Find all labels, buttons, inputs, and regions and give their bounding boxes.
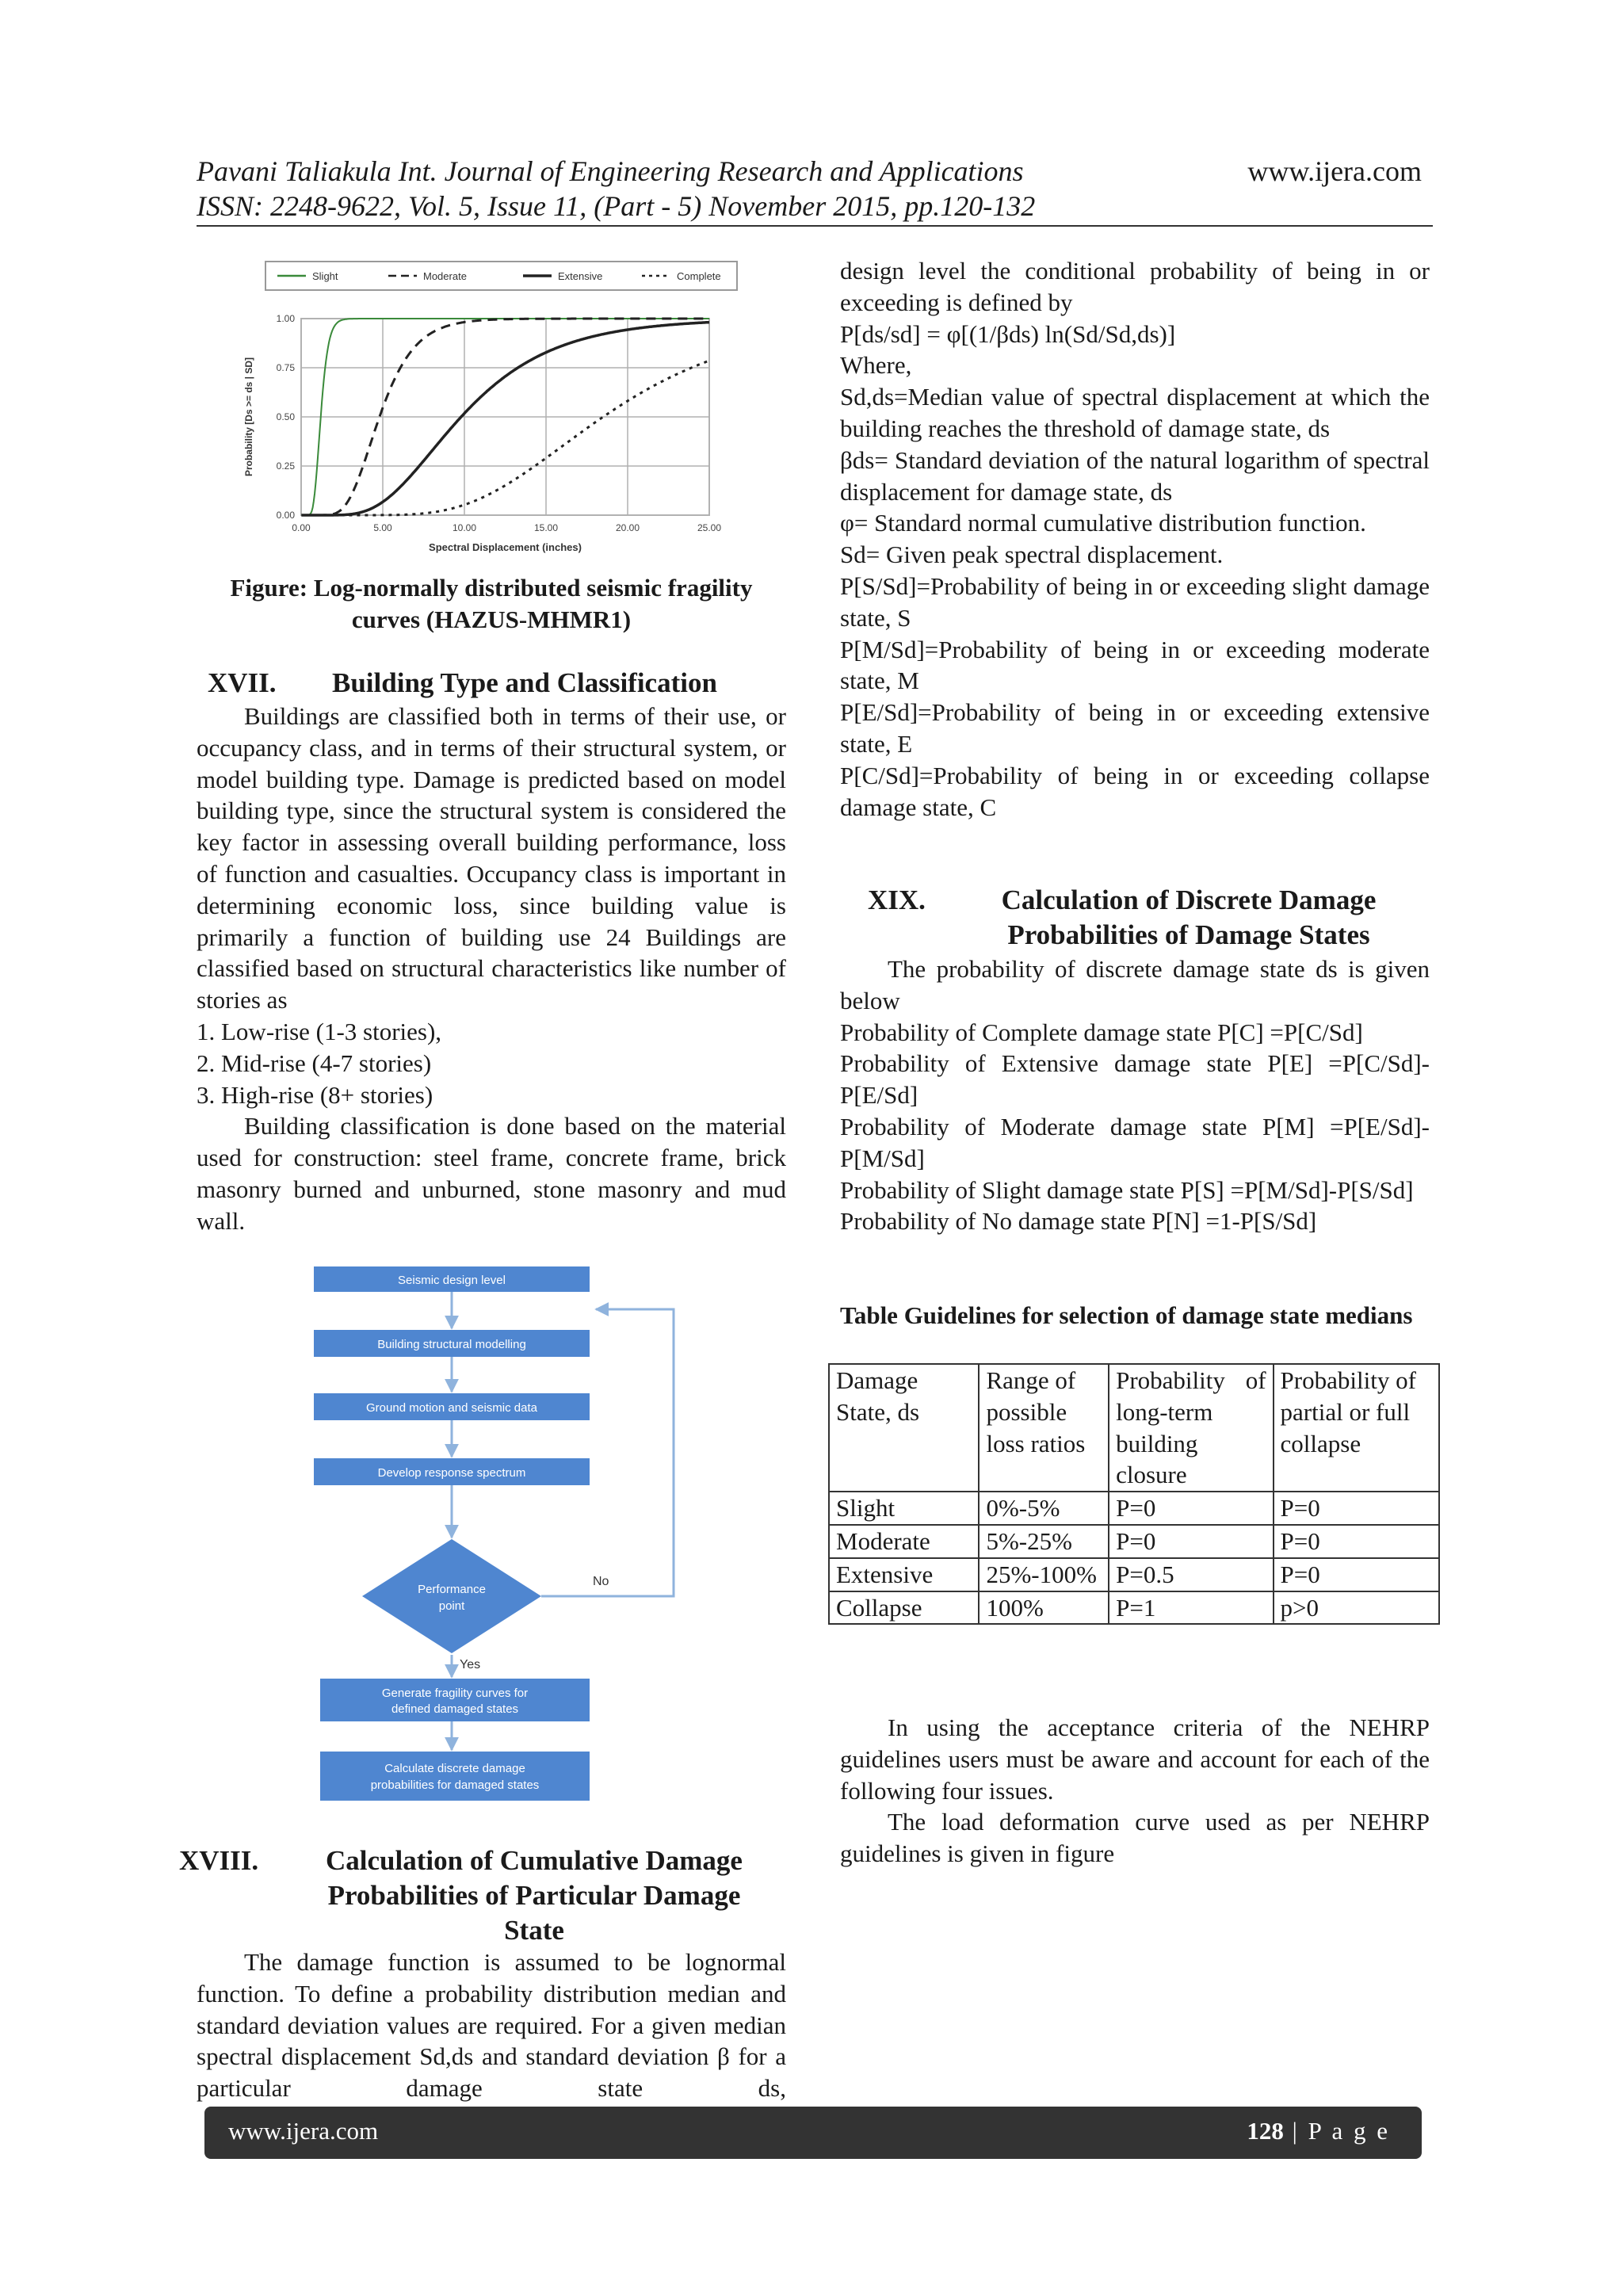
decision-label-line2: point: [438, 1599, 465, 1613]
table-header-row: [829, 1364, 1439, 1492]
running-header-line2: ISSN: 2248-9622, Vol. 5, Issue 11, (Part - 5) November 2015, pp.120-132: [197, 190, 1036, 222]
figure-caption-line2: curves (HAZUS-MHMR1): [351, 606, 632, 633]
x-axis-label: Spectral Displacement (inches): [429, 541, 582, 553]
equation-moderate: Probability of Moderate damage state P[M] =P[E/Sd]-P[M/Sd]: [840, 1112, 1430, 1172]
damage-state-table: [828, 1363, 1440, 1625]
table-cell: Moderate: [829, 1525, 979, 1558]
y-tick-label: 0.50: [276, 411, 295, 422]
footer-page-number: [1247, 2117, 1390, 2145]
definition-phi: φ= Standard normal cumulative distribution function.: [840, 509, 1366, 537]
damage-probability-equation: P[ds/sd] = φ[(1/βds) ln(Sd/Sd,ds)]: [840, 319, 1176, 348]
table-cell: P=0: [1274, 1558, 1439, 1591]
y-tick-label: 0.25: [276, 460, 295, 472]
equation-slight: Probability of Slight damage state P[S] =P[M/Sd]-P[S/Sd]: [840, 1175, 1414, 1204]
table-cell: Slight: [829, 1492, 979, 1525]
equation-no-damage: Probability of No damage state P[N] =1-P[S/Sd]: [840, 1207, 1317, 1236]
section-18-heading: [179, 1843, 786, 1948]
table-cell: 100%: [979, 1591, 1109, 1625]
flow-box-label-line1: Generate fragility curves for: [381, 1687, 529, 1700]
flow-box-label: Seismic design level: [398, 1274, 506, 1287]
running-header-line1: Pavani Taliakula Int. Journal of Engineering Research and Applications: [197, 155, 1024, 187]
methodology-flowchart: [301, 1260, 697, 1815]
table-cell: P=0: [1274, 1525, 1439, 1558]
list-item-high-rise: 3. High-rise (8+ stories): [197, 1080, 433, 1109]
where-label: Where,: [840, 351, 912, 380]
table-header-cell: Probability of long-term building closure: [1109, 1364, 1273, 1492]
legend-label: Slight: [312, 270, 338, 282]
y-tick-label: 0.75: [276, 362, 295, 373]
section-17-title: Building Type and Classification: [332, 667, 717, 698]
table-cell: Collapse: [829, 1591, 979, 1625]
figure-caption-line1: Figure: Log-normally distributed seismic fragility: [230, 574, 753, 602]
figure-caption: [197, 572, 786, 636]
right-column-definitions: [840, 255, 1430, 823]
page-label: | P a g e: [1283, 2117, 1390, 2145]
header-rule: [197, 225, 1433, 227]
section-17-body: [197, 701, 786, 1237]
x-tick-label: 5.00: [373, 522, 392, 533]
decision-label-line1: Performance: [418, 1583, 486, 1596]
table-caption: Table Guidelines for selection of damage state medians: [840, 1301, 1413, 1329]
section-19-heading: [868, 883, 1430, 953]
table-header-cell: Range of possible loss ratios: [979, 1364, 1109, 1492]
closing-paragraph-2: The load deformation curve used as per NEHRP guidelines is given in figure: [840, 1808, 1430, 1868]
page-number: 128: [1247, 2117, 1284, 2145]
section-18-title-line1: Calculation of Cumulative Damage: [326, 1845, 743, 1876]
y-axis-label: Probability [Ds >= ds | SD]: [243, 357, 254, 477]
definition-sd: Sd= Given peak spectral displacement.: [840, 541, 1224, 569]
x-tick-label: 10.00: [452, 522, 477, 533]
definition-median-sd: Sd,ds=Median value of spectral displacement at which the building reaches the threshold of damage state, ds: [840, 383, 1430, 442]
closing-text: [840, 1712, 1430, 1870]
flow-box-label-line2: probabilities for damaged states: [370, 1778, 540, 1792]
flow-yes-label: Yes: [460, 1658, 481, 1671]
footer-website[interactable]: www.ijera.com: [228, 2117, 379, 2145]
table-cell: P=1: [1109, 1591, 1273, 1625]
table-cell: P=0: [1109, 1525, 1273, 1558]
table-cell: P=0: [1109, 1492, 1273, 1525]
right-text-1: design level the conditional probability of being in or exceeding is defined by: [840, 257, 1430, 316]
flow-box-discrete-damage: [320, 1752, 590, 1801]
table-row: [829, 1591, 1439, 1625]
table-header-cell: Probability of partial or full collapse: [1274, 1364, 1439, 1492]
flow-no-label: No: [593, 1575, 609, 1588]
flow-box-label: Develop response spectrum: [377, 1466, 526, 1480]
table-cell: 25%-100%: [979, 1558, 1109, 1591]
legend-label: Complete: [677, 270, 721, 282]
table-row: [829, 1492, 1439, 1525]
section-17-paragraph-2: Building classification is done based on the material used for construction: steel frame, concrete frame, brick masonry burned and unburned, stone masonry and mud wall.: [197, 1112, 786, 1235]
y-tick-label: 1.00: [276, 313, 295, 324]
section-19-body: [840, 953, 1430, 1237]
section-18-body: [197, 1946, 786, 2104]
flow-box-response-spectrum: [314, 1458, 590, 1485]
section-18-title-line3: State: [504, 1915, 564, 1946]
section-18-paragraph-1: The damage function is assumed to be lognormal function. To define a probability distribution median and standard deviation values are required. For a given median spectral displacement Sd,ds and standard deviation β for a particular damage state ds,: [197, 1948, 786, 2103]
table-cell: 5%-25%: [979, 1525, 1109, 1558]
section-17-number: XVII.: [208, 667, 277, 698]
table-cell: 0%-5%: [979, 1492, 1109, 1525]
table-cell: P=0: [1274, 1492, 1439, 1525]
x-tick-label: 20.00: [615, 522, 640, 533]
x-tick-label: 15.00: [533, 522, 559, 533]
table-cell: P=0.5: [1109, 1558, 1273, 1591]
definition-p-extensive: P[E/Sd]=Probability of being in or exceeding extensive state, E: [840, 698, 1430, 758]
section-17-heading: [208, 666, 786, 701]
flow-box-seismic-design: [314, 1266, 590, 1292]
table-cell: p>0: [1274, 1591, 1439, 1625]
flow-box-label: Ground motion and seismic data: [366, 1401, 537, 1415]
flow-box-generate-fragility: [320, 1679, 590, 1721]
flow-box-label-line2: defined damaged states: [391, 1702, 519, 1716]
section-19-number: XIX.: [868, 884, 926, 915]
section-19-title-line1: Calculation of Discrete Damage: [1001, 884, 1377, 915]
section-18-title-line2: Probabilities of Particular Damage: [327, 1880, 741, 1911]
flow-box-label: Building structural modelling: [377, 1338, 526, 1351]
legend-label: Moderate: [423, 270, 467, 282]
fragility-chart: [238, 254, 745, 571]
section-19-title-line2: Probabilities of Damage States: [1007, 919, 1370, 950]
header-website[interactable]: www.ijera.com: [1247, 155, 1422, 187]
closing-paragraph-1: In using the acceptance criteria of the NEHRP guidelines users must be aware and account for each of the following four issues.: [840, 1713, 1430, 1805]
page-footer: [204, 2107, 1422, 2159]
section-17-paragraph-1: Buildings are classified both in terms of their use, or occupancy class, and in terms of their structural system, or model building type. Damage is predicted based on model building type, since the structural system is considered the key factor in assessing overall building performance, loss of function and casualties. Occupancy class is important in determining economic loss, since building value is primarily a function of building use 24 Buildings are classified based on structural characteristics like number of stories as: [197, 702, 786, 1014]
list-item-mid-rise: 2. Mid-rise (4-7 stories): [197, 1049, 432, 1077]
table-row: [829, 1558, 1439, 1591]
flow-box-structural-modelling: [314, 1330, 590, 1357]
flow-box-ground-motion: [314, 1393, 590, 1420]
flow-box-label-line1: Calculate discrete damage: [384, 1762, 525, 1775]
definition-p-collapse: P[C/Sd]=Probability of being in or exceeding collapse damage state, C: [840, 761, 1430, 821]
y-tick-label: 0.00: [276, 510, 295, 521]
definition-p-slight: P[S/Sd]=Probability of being in or exceeding slight damage state, S: [840, 571, 1430, 632]
table-cell: Extensive: [829, 1558, 979, 1591]
x-tick-label: 0.00: [292, 522, 311, 533]
definition-beta: βds= Standard deviation of the natural logarithm of spectral displacement for damage state, ds: [840, 445, 1430, 506]
list-item-low-rise: 1. Low-rise (1-3 stories),: [197, 1017, 442, 1045]
equation-complete: Probability of Complete damage state P[C] =P[C/Sd]: [840, 1018, 1363, 1046]
flow-decision-performance-point: [362, 1539, 541, 1653]
legend-label: Extensive: [558, 270, 603, 282]
table-header-cell: Damage State, ds: [829, 1364, 979, 1492]
section-19-paragraph-1: The probability of discrete damage state ds is given below: [840, 955, 1430, 1014]
x-tick-label: 25.00: [697, 522, 722, 533]
equation-extensive: Probability of Extensive damage state P[E] =P[C/Sd]-P[E/Sd]: [840, 1049, 1430, 1110]
definition-p-moderate: P[M/Sd]=Probability of being in or exceeding moderate state, M: [840, 635, 1430, 695]
section-18-number: XVIII.: [179, 1845, 259, 1876]
table-row: [829, 1525, 1439, 1558]
